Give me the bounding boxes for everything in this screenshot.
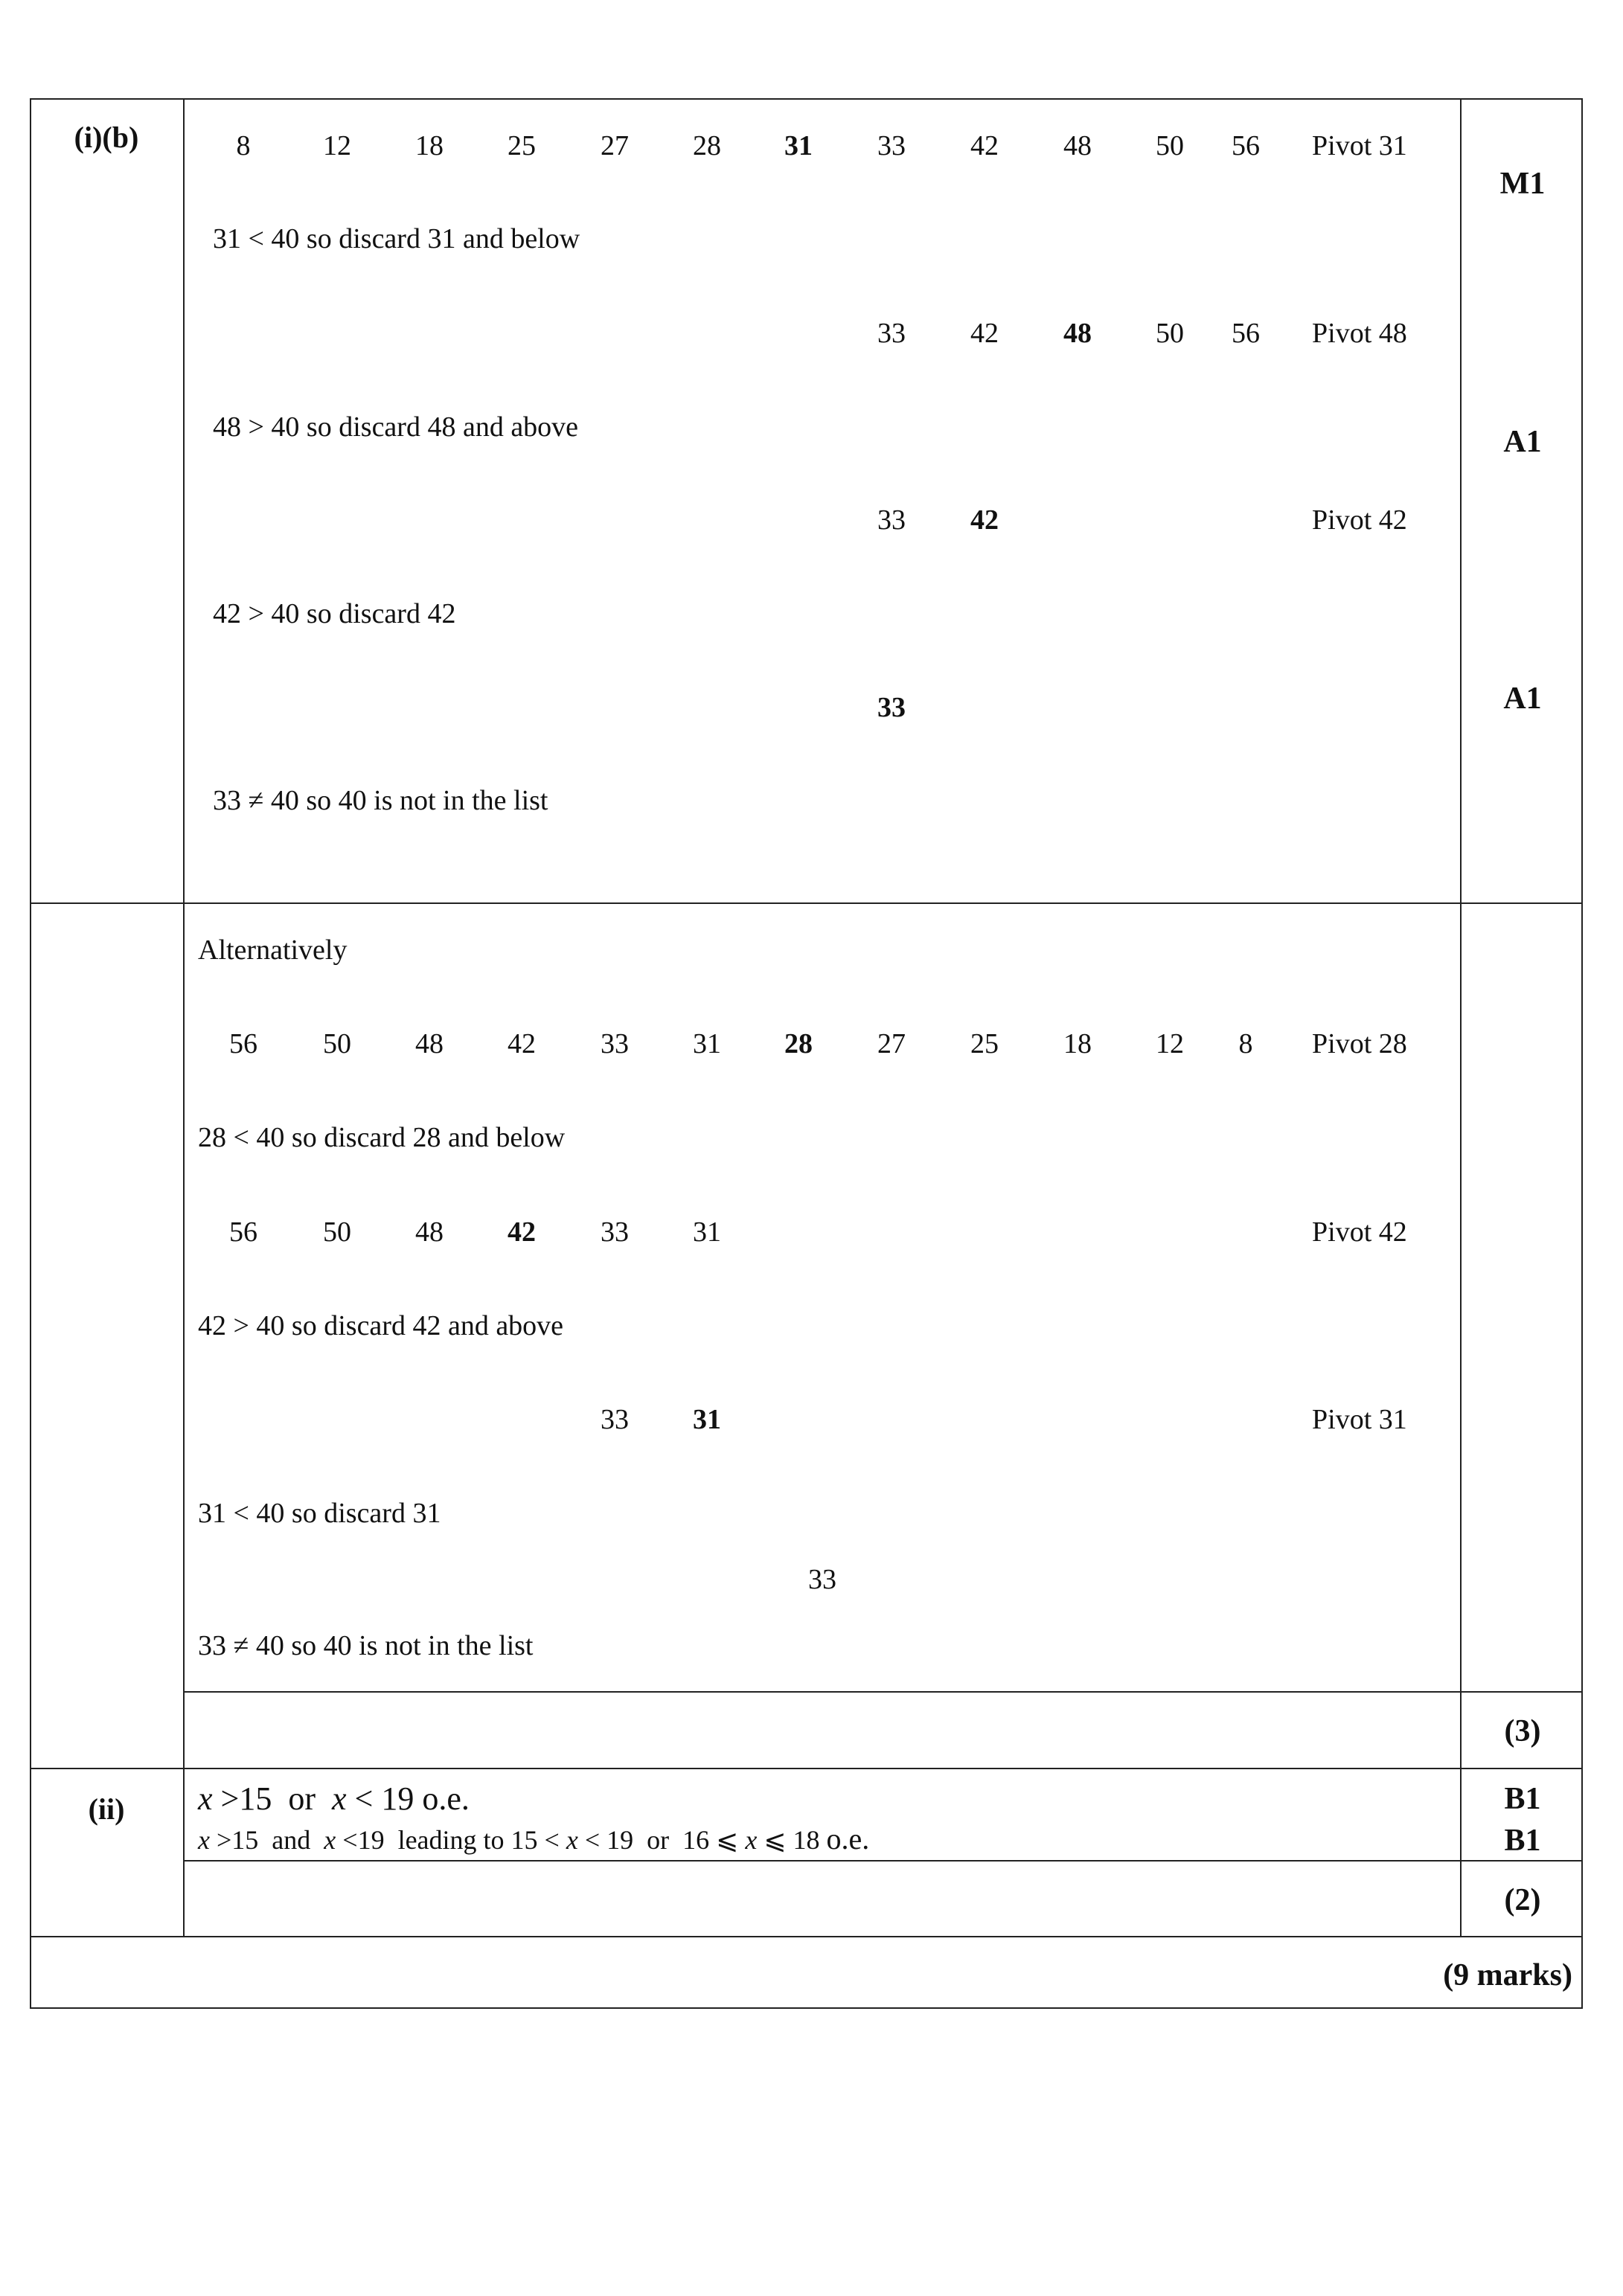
list-value: 33 <box>877 318 906 349</box>
list-value: 42 <box>970 318 999 349</box>
operator: < <box>584 1825 601 1855</box>
step-comment: 48 > 40 so discard 48 and above <box>213 411 579 443</box>
inequality-line-1 <box>198 1780 470 1817</box>
variable: x <box>198 1825 210 1855</box>
step-comment: 33 ≠ 40 so 40 is not in the list <box>198 1630 534 1661</box>
subtotal-marks: (3) <box>1504 1714 1541 1748</box>
variable: x <box>198 1780 213 1817</box>
list-value-pivot: 42 <box>970 504 999 536</box>
divider-label-column <box>183 98 185 1936</box>
pivot-label: Pivot 42 <box>1312 504 1407 536</box>
number: 19 <box>381 1780 414 1817</box>
pivot-label: Pivot 28 <box>1312 1028 1407 1059</box>
table-border-right <box>1581 98 1583 2009</box>
conjunction: or <box>288 1780 316 1817</box>
list-value: 50 <box>1156 130 1184 161</box>
alternative-heading: Alternatively <box>198 934 348 966</box>
list-value: 42 <box>508 1028 536 1059</box>
divider-ii-total <box>183 1860 1583 1862</box>
conjunction: or <box>647 1825 670 1855</box>
divider-alt-total <box>183 1691 1583 1693</box>
list-value-pivot: 28 <box>784 1028 813 1059</box>
list-value-pivot: 48 <box>1063 318 1092 349</box>
oe-label: o.e. <box>826 1822 870 1856</box>
operator: ⩽ <box>716 1825 739 1855</box>
step-comment: 28 < 40 so discard 28 and below <box>198 1122 566 1153</box>
divider-ib-alternative <box>30 902 1583 904</box>
list-value: 27 <box>877 1028 906 1059</box>
list-value: 42 <box>970 130 999 161</box>
inequality-line-2 <box>198 1824 869 1854</box>
list-value: 8 <box>1238 1028 1253 1059</box>
list-value: 33 <box>877 130 906 161</box>
divider-grand-total <box>30 1936 1583 1937</box>
list-value: 33 <box>601 1216 629 1248</box>
number: 16 <box>682 1825 710 1855</box>
list-value-final: 33 <box>877 692 906 723</box>
table-border-bottom <box>30 2007 1583 2009</box>
mark-a1: A1 <box>1503 682 1542 716</box>
mark-m1: M1 <box>1499 167 1546 201</box>
list-value: 18 <box>1063 1028 1092 1059</box>
operator: < <box>342 1825 358 1855</box>
subtotal-marks: (2) <box>1504 1883 1541 1917</box>
list-value: 28 <box>693 130 721 161</box>
variable: x <box>566 1825 578 1855</box>
list-value: 12 <box>323 130 351 161</box>
conjunction: and <box>272 1825 311 1855</box>
list-value: 56 <box>229 1028 257 1059</box>
part-label-ib: (i)(b) <box>74 121 139 154</box>
step-comment: 31 < 40 so discard 31 <box>198 1498 441 1529</box>
table-border-top <box>30 98 1583 100</box>
oe-label: o.e. <box>422 1780 470 1817</box>
connector-text: leading to <box>397 1825 505 1855</box>
divider-mark-column <box>1460 98 1462 1936</box>
list-value-pivot: 31 <box>784 130 813 161</box>
list-value-pivot: 31 <box>693 1404 721 1435</box>
step-comment: 42 > 40 so discard 42 and above <box>198 1310 564 1341</box>
list-value: 27 <box>601 130 629 161</box>
list-value: 31 <box>693 1028 721 1059</box>
list-value: 56 <box>1232 130 1260 161</box>
operator: < <box>544 1825 560 1855</box>
list-value: 56 <box>229 1216 257 1248</box>
list-value: 48 <box>415 1216 444 1248</box>
variable: x <box>745 1825 758 1855</box>
list-value: 31 <box>693 1216 721 1248</box>
step-comment: 33 ≠ 40 so 40 is not in the list <box>213 785 548 816</box>
list-value: 48 <box>1063 130 1092 161</box>
grand-total: (9 marks) <box>1443 1958 1572 1992</box>
number: 18 <box>793 1825 820 1855</box>
list-value: 50 <box>323 1028 351 1059</box>
list-value-final: 33 <box>808 1564 836 1595</box>
operator: < <box>354 1780 374 1817</box>
number: 15 <box>510 1825 538 1855</box>
table-border-left <box>30 98 31 2009</box>
step-comment: 31 < 40 so discard 31 and below <box>213 223 580 254</box>
list-value: 56 <box>1232 318 1260 349</box>
operator: > <box>216 1825 232 1855</box>
pivot-label: Pivot 42 <box>1312 1216 1407 1248</box>
list-value: 48 <box>415 1028 444 1059</box>
mark-a1: A1 <box>1503 425 1542 459</box>
part-label-ii: (ii) <box>88 1792 125 1826</box>
operator: > <box>220 1780 240 1817</box>
step-comment: 42 > 40 so discard 42 <box>213 598 456 629</box>
list-value: 8 <box>236 130 251 161</box>
list-value: 50 <box>1156 318 1184 349</box>
divider-section-ii <box>30 1768 1583 1769</box>
list-value: 33 <box>601 1404 629 1435</box>
pivot-label: Pivot 31 <box>1312 1404 1407 1435</box>
list-value: 25 <box>508 130 536 161</box>
number: 15 <box>239 1780 272 1817</box>
variable: x <box>332 1780 347 1817</box>
pivot-label: Pivot 48 <box>1312 318 1407 349</box>
list-value: 18 <box>415 130 444 161</box>
list-value-pivot: 42 <box>508 1216 536 1248</box>
list-value: 12 <box>1156 1028 1184 1059</box>
list-value: 50 <box>323 1216 351 1248</box>
number: 15 <box>231 1825 259 1855</box>
variable: x <box>324 1825 336 1855</box>
operator: ⩽ <box>764 1825 787 1855</box>
pivot-label: Pivot 31 <box>1312 130 1407 161</box>
list-value: 25 <box>970 1028 999 1059</box>
list-value: 33 <box>877 504 906 536</box>
mark-b1: B1 <box>1504 1782 1541 1816</box>
mark-b1: B1 <box>1504 1824 1541 1858</box>
number: 19 <box>606 1825 634 1855</box>
list-value: 33 <box>601 1028 629 1059</box>
number: 19 <box>357 1825 385 1855</box>
